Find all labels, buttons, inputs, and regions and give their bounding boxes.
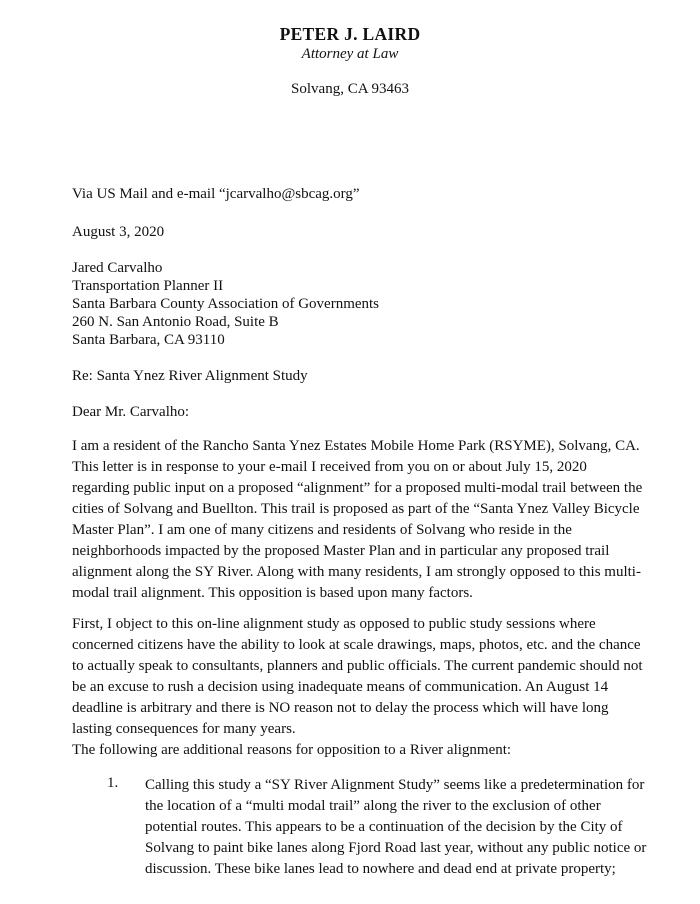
delivery-line: Via US Mail and e-mail “jcarvalho@sbcag.org” bbox=[72, 186, 360, 202]
subject-line: Re: Santa Ynez River Alignment Study bbox=[72, 368, 308, 384]
recipient-city: Santa Barbara, CA 93110 bbox=[72, 332, 225, 348]
body-paragraph: I am a resident of the Rancho Santa Ynez Estates Mobile Home Park (RSYME), Solvang, CA. This letter is in response to your e-mail I received from you on or about July 15, 2020 regarding public input on a proposed “alignment” for a proposed multi-modal trail between the cities of Solvang and Buellton. This trail is proposed as part of the “Santa Ynez Valley Bicycle Master Plan”. I am one of many citizens and residents of Solvang who reside in the neighborhoods impacted by the proposed Master Plan and in particular any proposed trail alignment along the SY River. Along with many residents, I am strongly opposed to this multi-modal trail alignment. This opposition is based upon many factors. bbox=[72, 438, 643, 601]
list-item-number: 1. bbox=[107, 775, 119, 791]
body-paragraph: The following are additional reasons for opposition to a River alignment: bbox=[72, 742, 512, 758]
letterhead-title: Attorney at Law bbox=[301, 46, 399, 62]
recipient-organization: Santa Barbara County Association of Governments bbox=[72, 296, 380, 312]
recipient-name: Jared Carvalho bbox=[72, 260, 163, 276]
letter-date: August 3, 2020 bbox=[72, 224, 165, 240]
salutation: Dear Mr. Carvalho: bbox=[72, 404, 190, 420]
letterhead-name: PETER J. LAIRD bbox=[279, 24, 421, 44]
body-paragraph: First, I object to this on-line alignment study as opposed to public study sessions where concerned citizens have the ability to look at scale drawings, maps, photos, etc. and the chance to actually speak to consultants, planners and public officials. The current pandemic should not be an excuse to rush a decision using inadequate means of communication. An August 14 deadline is arbitrary and there is NO reason not to delay the process which will have long lasting consequences for many years. bbox=[72, 616, 643, 737]
list-item-text: Calling this study a “SY River Alignment Study” seems like a predetermination for the location of a “multi modal trail” along the river to the exclusion of other potential routes. This appears to be a continuation of the decision by the City of Solvang to paint bike lanes along Fjord Road last year, without any public notice or discussion. These bike lanes lead to nowhere and dead end at private property; bbox=[145, 777, 647, 877]
recipient-position: Transportation Planner II bbox=[72, 278, 224, 294]
recipient-street: 260 N. San Antonio Road, Suite B bbox=[72, 314, 279, 330]
letterhead-city: Solvang, CA 93463 bbox=[291, 81, 409, 97]
